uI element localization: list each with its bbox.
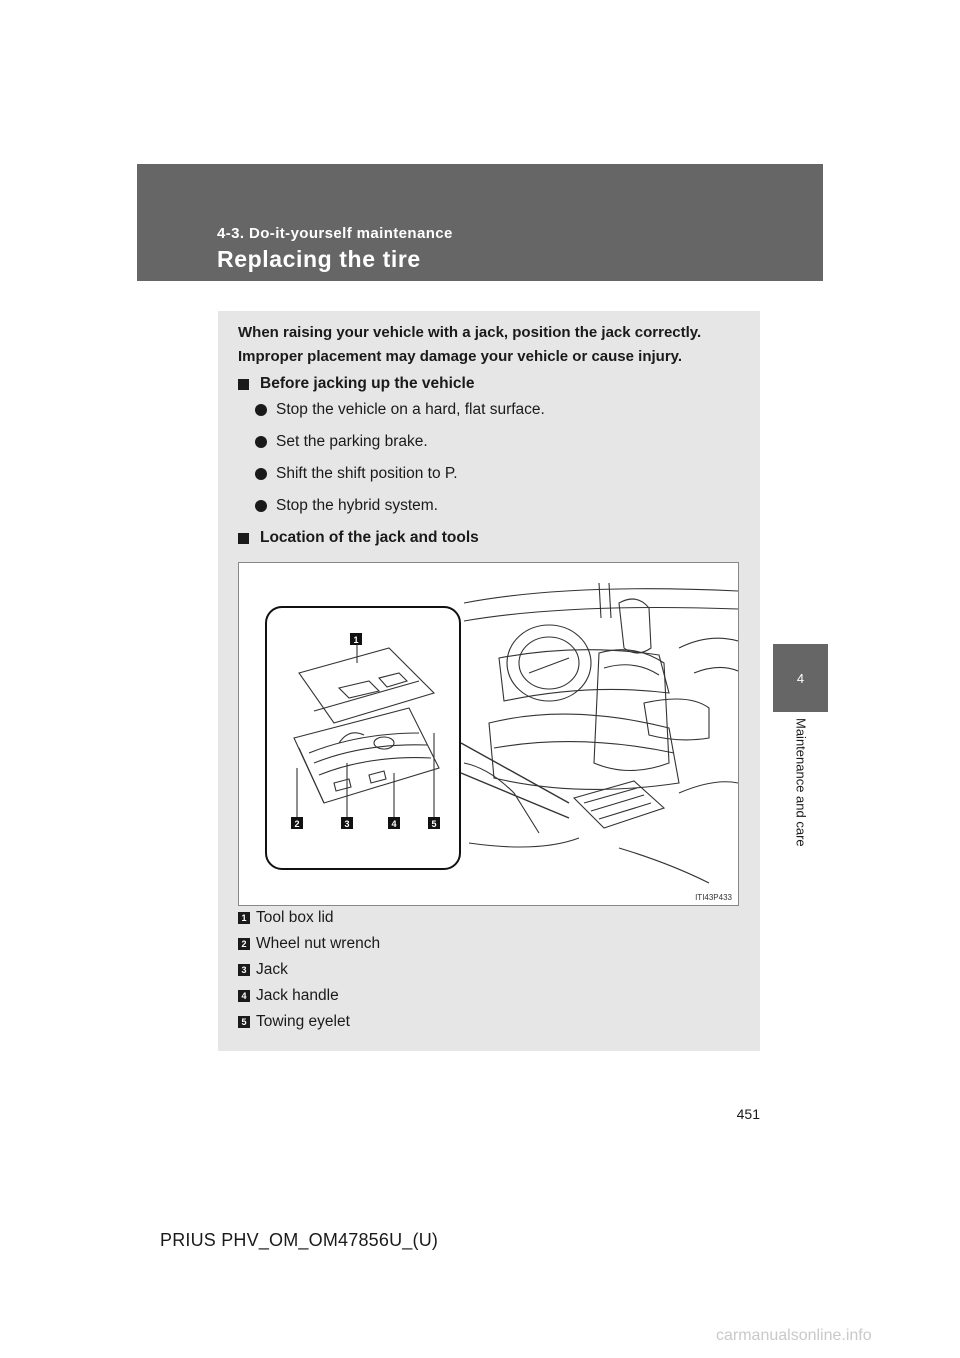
callout-5-label: 5	[431, 819, 437, 829]
legend-label: Jack	[256, 961, 288, 978]
circle-bullet-icon	[255, 436, 267, 448]
legend-number: 1	[238, 912, 250, 924]
circle-bullet-icon	[255, 468, 267, 480]
chapter-number: 4	[796, 670, 805, 686]
content-box	[218, 311, 760, 1051]
legend-label: Wheel nut wrench	[256, 935, 381, 952]
callout-3-label: 3	[344, 819, 350, 829]
bullet-item	[255, 401, 545, 419]
car-interior-illustration	[239, 563, 738, 905]
legend-item	[238, 1013, 350, 1031]
circle-bullet-icon	[255, 404, 267, 416]
legend-item	[238, 961, 288, 979]
legend-label: Jack handle	[256, 987, 339, 1004]
callout-1-label: 1	[353, 635, 359, 645]
intro-text: When raising your vehicle with a jack, position the jack correctly. Improper placement may damage your vehicle or cause injury.	[238, 324, 702, 365]
legend-number: 4	[238, 990, 250, 1002]
bullet-text: Stop the vehicle on a hard, flat surface.	[276, 401, 545, 418]
page-title: Replacing the tire	[217, 246, 421, 272]
bullet-item	[255, 465, 458, 483]
chapter-tab	[773, 644, 828, 712]
bullet-text: Stop the hybrid system.	[276, 497, 438, 514]
document-footer: PRIUS PHV_OM_OM47856U_(U)	[160, 1230, 439, 1250]
chapter-header-band	[137, 164, 823, 281]
section-label: 4-3. Do-it-yourself maintenance	[217, 225, 453, 242]
callout-4-label: 4	[391, 819, 397, 829]
bullet-item	[255, 497, 438, 515]
page-number: 451	[736, 1106, 760, 1122]
figure-code: ITI43P433	[695, 893, 732, 902]
legend-item	[238, 935, 380, 953]
heading-text: Location of the jack and tools	[260, 529, 479, 546]
legend-number: 2	[238, 938, 250, 950]
legend-item	[238, 909, 334, 927]
square-bullet-icon	[238, 533, 249, 544]
legend-number: 3	[238, 964, 250, 976]
chapter-side-label: Maintenance and care	[793, 718, 809, 847]
heading-text: Before jacking up the vehicle	[260, 375, 475, 392]
square-bullet-icon	[238, 379, 249, 390]
legend-label: Towing eyelet	[256, 1013, 350, 1030]
bullet-item	[255, 433, 428, 451]
watermark: carmanualsonline.info	[716, 1327, 872, 1344]
callout-2-label: 2	[294, 819, 300, 829]
bullet-text: Shift the shift position to P.	[276, 465, 458, 482]
heading-location	[238, 529, 479, 547]
legend-label: Tool box lid	[256, 909, 334, 926]
bullet-text: Set the parking brake.	[276, 433, 428, 450]
legend-item	[238, 987, 339, 1005]
legend-number: 5	[238, 1016, 250, 1028]
heading-before-jacking	[238, 375, 474, 393]
circle-bullet-icon	[255, 500, 267, 512]
tool-location-figure	[238, 562, 739, 906]
